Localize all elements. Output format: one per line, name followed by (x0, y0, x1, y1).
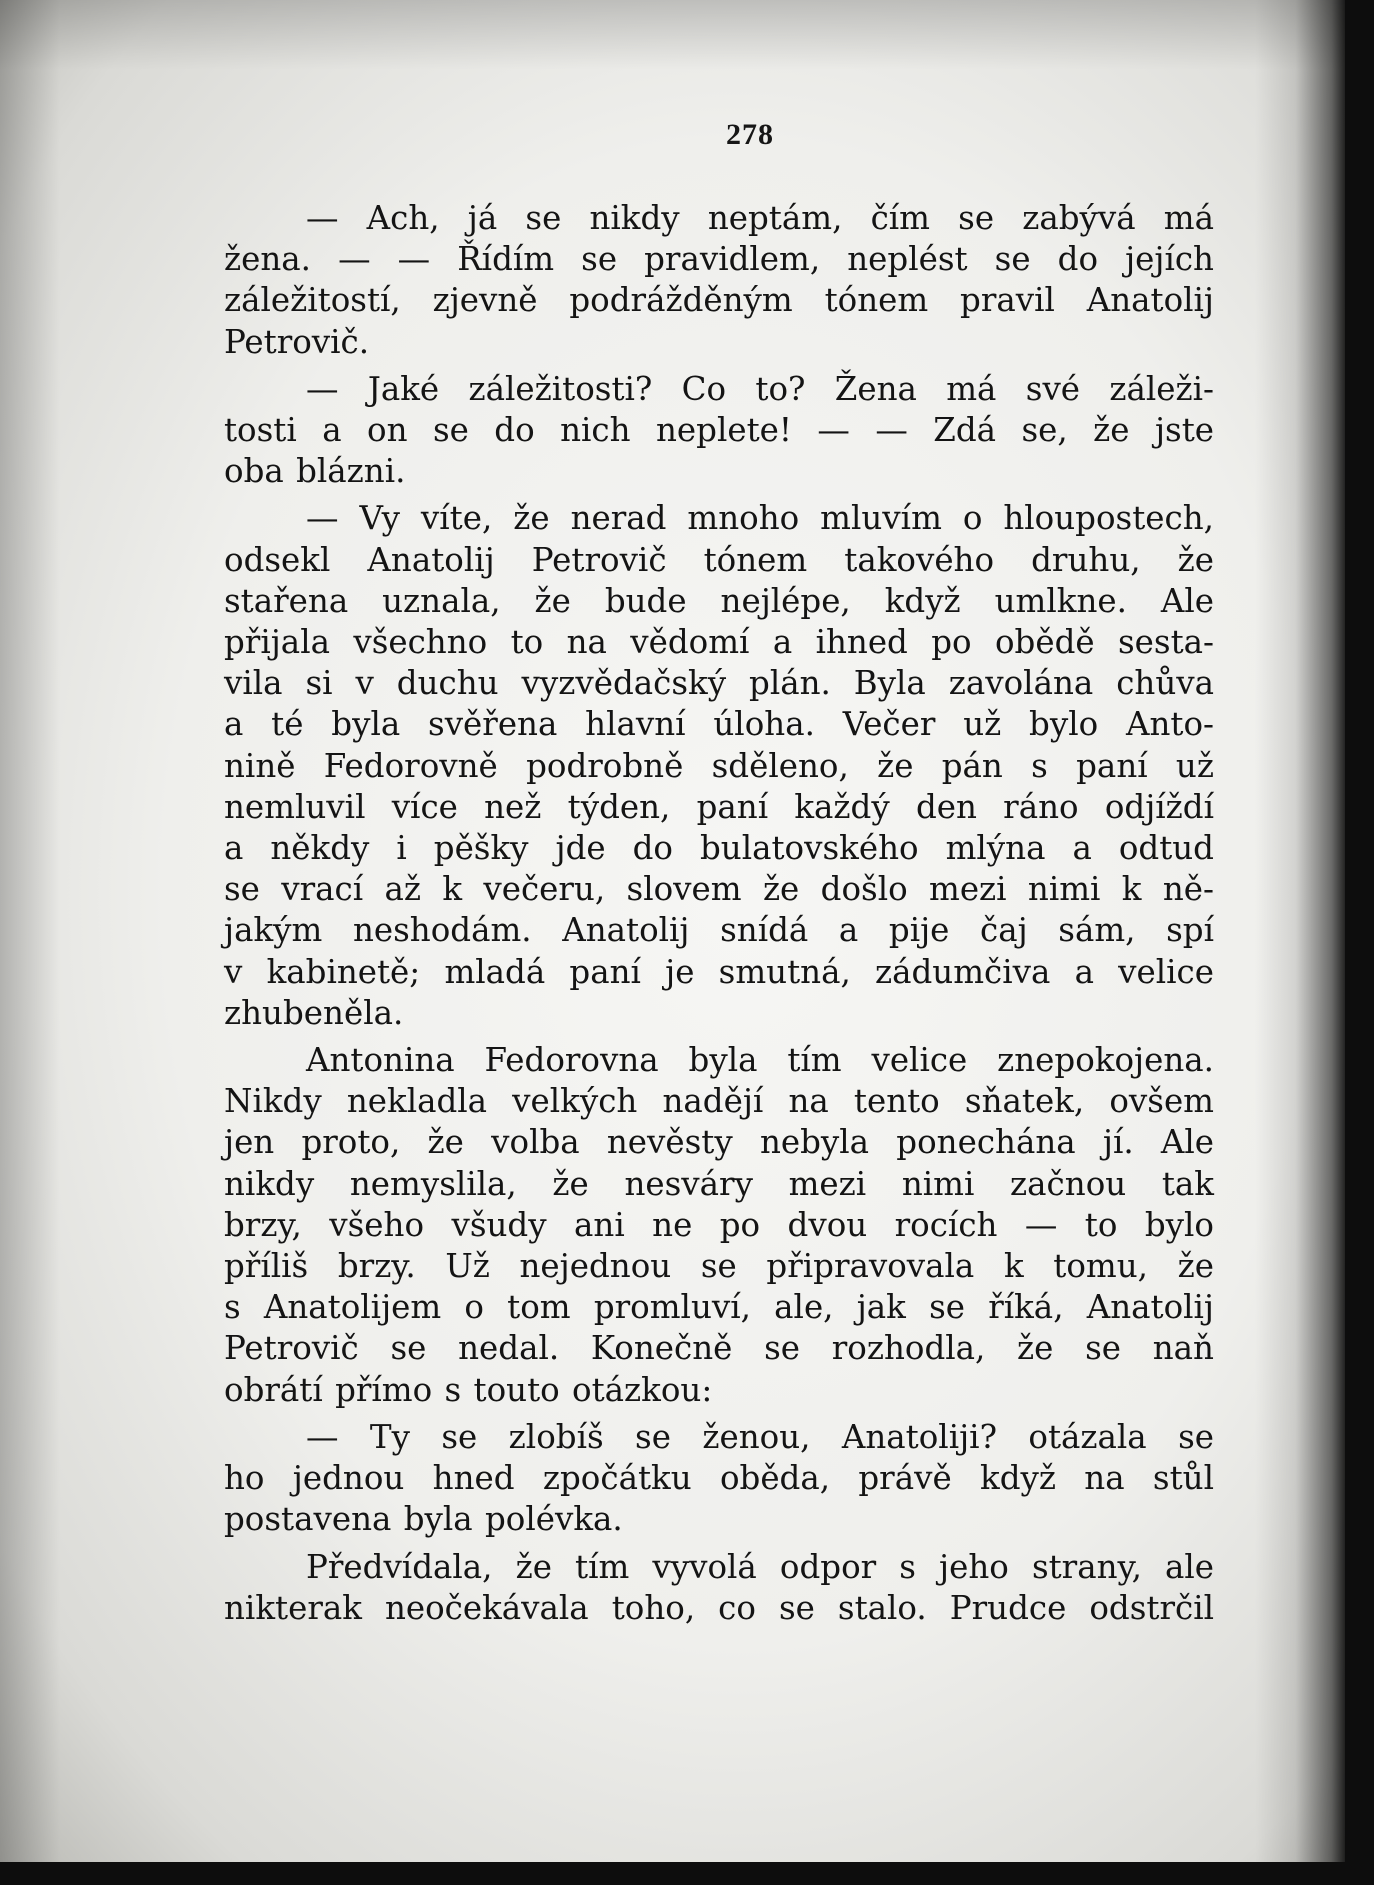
text-line: příliš brzy. Už nejednou se připravovala k tomu, že (224, 1247, 1214, 1286)
text-line: brzy, všeho všudy ani ne po dvou rocích — to bylo (224, 1205, 1214, 1244)
text-line: v kabinetě; mladá paní je smutná, zádumčiva a velice (224, 952, 1214, 991)
text-line: odsekl Anatolij Petrovič tónem takového druhu, že (224, 540, 1214, 579)
top-scan-shadow (0, 0, 1345, 70)
text-line: tosti a on se do nich neplete! — — Zdá se, že jste (224, 411, 1214, 450)
text-line: ho jednou hned zpočátku oběda, právě když na stůl (224, 1459, 1214, 1498)
text-line: — Vy víte, že nerad mnoho mluvím o hloupostech, (306, 499, 1214, 538)
paragraph (224, 1417, 1214, 1541)
text-line: jen proto, že volba nevěsty nebyla ponechána jí. Ale (224, 1123, 1214, 1162)
text-line: obrátí přímo s touto otázkou: (224, 1370, 713, 1409)
text-line: Předvídala, že tím vyvolá odpor s jeho strany, ale (306, 1547, 1214, 1586)
text-line: — Ty se zlobíš se ženou, Anatoliji? otázala se (306, 1417, 1214, 1456)
text-line: Petrovič. (224, 322, 370, 361)
paragraph (224, 1040, 1214, 1411)
text-line: — Ach, já se nikdy neptám, čím se zabývá má (306, 199, 1214, 237)
text-line: zhubeněla. (224, 993, 404, 1032)
page-number: 278 (726, 118, 774, 151)
text-line: záležitostí, zjevně podrážděným tónem pravil Anatolij (224, 281, 1214, 320)
text-line: žena. — — Řídím se pravidlem, neplést se do jejích (224, 240, 1214, 279)
text-line: postavena byla polévka. (224, 1500, 623, 1539)
text-line: nemluvil více než týden, paní každý den ráno odjíždí (224, 787, 1214, 826)
text-line: a té byla svěřena hlavní úloha. Večer už bylo Anto- (224, 705, 1214, 744)
binding-gutter-shadow (1255, 0, 1345, 1862)
text-line: přijala všechno to na vědomí a ihned po obědě sesta- (224, 623, 1214, 662)
text-line: jakým neshodám. Anatolij snídá a pije čaj sám, spí (224, 911, 1214, 950)
body-text (224, 198, 1214, 1635)
text-line: nikdy nemyslila, že nesváry mezi nimi začnou tak (224, 1164, 1214, 1203)
text-line: Nikdy nekladla velkých nadějí na tento sňatek, ovšem (224, 1082, 1214, 1121)
text-line: stařena uznala, že bude nejlépe, když umlkne. Ale (224, 581, 1214, 620)
paragraph (224, 498, 1214, 1034)
left-scan-shadow (0, 0, 60, 1862)
paragraph (224, 198, 1214, 363)
text-line: vila si v duchu vyzvědačský plán. Byla zavolána chůva (224, 664, 1214, 703)
paragraph (224, 1547, 1214, 1629)
text-line: — Jaké záležitosti? Co to? Žena má své záleži- (306, 369, 1214, 408)
text-line: Antonina Fedorovna byla tím velice znepokojena. (306, 1041, 1214, 1080)
text-line: Petrovič se nedal. Konečně se rozhodla, že se naň (224, 1329, 1214, 1368)
text-line: se vrací až k večeru, slovem že došlo mezi nimi k ně- (224, 870, 1214, 909)
paragraph (224, 369, 1214, 493)
text-line: oba blázni. (224, 452, 406, 491)
text-line: nikterak neočekávala toho, co se stalo. Prudce odstrčil (224, 1588, 1214, 1627)
text-line: s Anatolijem o tom promluví, ale, jak se říká, Anatolij (224, 1288, 1214, 1327)
text-line: a někdy i pěšky jde do bulatovského mlýna a odtud (224, 829, 1214, 868)
text-line: nině Fedorovně podrobně sděleno, že pán s paní už (224, 746, 1214, 785)
